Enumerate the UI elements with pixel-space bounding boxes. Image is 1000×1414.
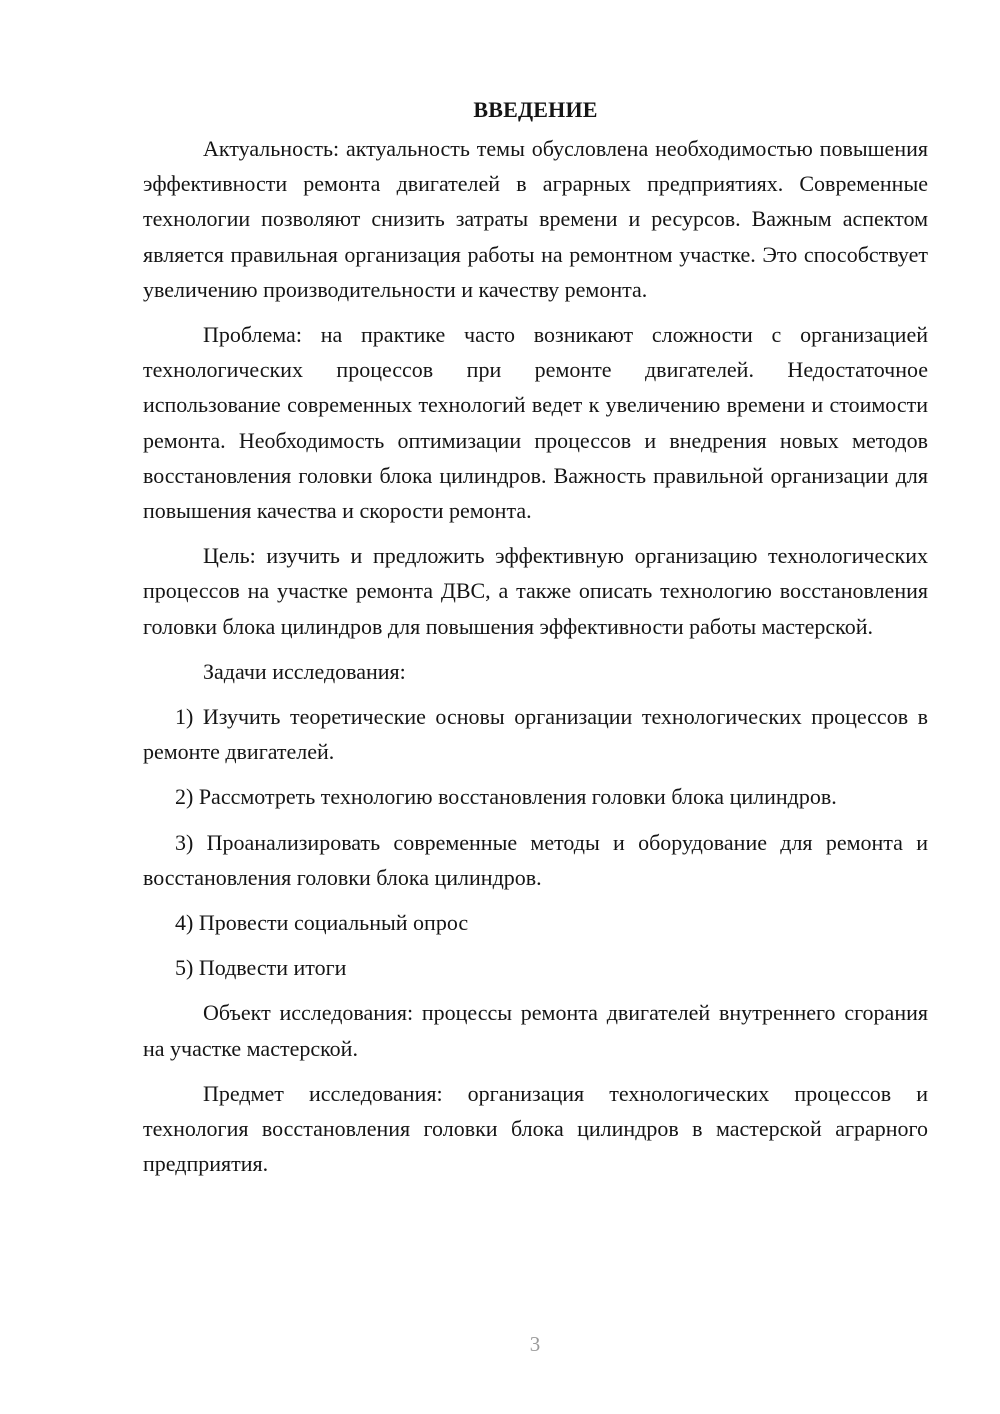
task-item: 2) Рассмотреть технологию восстановления головки блока цилиндров.: [175, 784, 837, 810]
task-item: 1) Изучить теоретические основы организации технологических процессов в ремонте двигателей.: [143, 704, 928, 765]
tasks-heading: Задачи исследования:: [203, 658, 406, 684]
tasks-list: [143, 699, 928, 985]
problem-paragraph: Проблема: на практике часто возникают сложности с организацией технологических процессов при ремонте двигателей. Недостаточное использование современных технологий ведет к увеличению времени и стоимости ремонта. Необходимость оптимизации процессов и внедрения новых методов восстановления головки блока цилиндров. Важность правильной организации для повышения качества и скорости ремонта.: [143, 322, 928, 524]
goal-paragraph: Цель: изучить и предложить эффективную организацию технологических процессов на участке ремонта ДВС, а также описать технологию восстановления головки блока цилиндров для повышения эффективности работы мастерской.: [143, 543, 928, 639]
subject-paragraph: Предмет исследования: организация технологических процессов и технология восстановления головки блока цилиндров в мастерской аграрного предприятия.: [143, 1080, 928, 1177]
relevance-paragraph: Актуальность: актуальность темы обусловлена необходимостью повышения эффективности ремонта двигателей в аграрных предприятиях. Современные технологии позволяют снизить затраты времени и ресурсов. Важным аспектом является правильная организация работы на ремонтном участке. Это способствует увеличению производительности и качеству ремонта.: [143, 136, 928, 302]
task-item: 3) Проанализировать современные методы и оборудование для ремонта и восстановления головки блока цилиндров.: [143, 829, 928, 890]
object-paragraph: Объект исследования: процессы ремонта двигателей внутреннего сгорания на участке мастерской.: [143, 1000, 928, 1061]
task-item: 5) Подвести итоги: [175, 955, 347, 981]
task-item: 4) Провести социальный опрос: [175, 910, 469, 936]
document-page: [143, 92, 928, 1322]
section-title: ВВЕДЕНИЕ: [473, 97, 598, 122]
page-number: 3: [529, 1332, 541, 1356]
